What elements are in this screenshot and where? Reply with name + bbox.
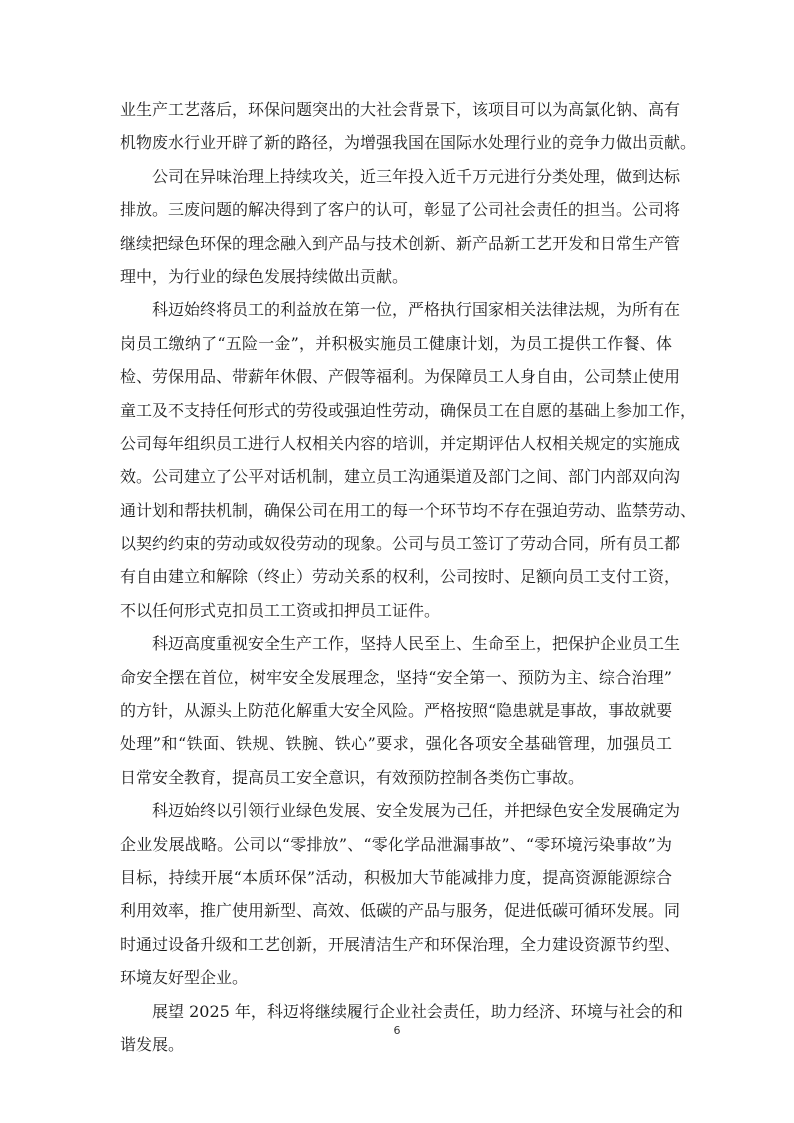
paragraph-line: 有自由建立和解除（终止）劳动关系的权利，公司按时、足额向员工支付工资，	[120, 567, 681, 587]
page-number: 6	[393, 1024, 401, 1037]
paragraph-line: 公司每年组织员工进行人权相关内容的培训，并定期评估人权相关规定的实施成	[120, 433, 681, 453]
paragraph-line: 的方针，从源头上防范化解重大安全风险。严格按照“隐患就是事故，事故就要	[120, 701, 673, 721]
paragraph-line: 利用效率，推广使用新型、高效、低碳的产品与服务，促进低碳可循环发展。同	[120, 901, 681, 921]
paragraph-line: 通计划和帮扶机制，确保公司在用工的每一个环节均不存在强迫劳动、监禁劳动、	[120, 500, 697, 520]
paragraph-line: 理中，为行业的绿色发展持续做出贡献。	[120, 266, 409, 286]
paragraph-line: 科迈始终以引领行业绿色发展、安全发展为己任，并把绿色安全发展确定为	[152, 801, 681, 821]
paragraph-line: 目标，持续开展“本质环保”活动，积极加大节能减排力度，提高资源能源综合	[120, 867, 672, 887]
paragraph-line: 以契约约束的劳动或奴役劳动的现象。公司与员工签订了劳动合同，所有员工都	[120, 534, 681, 554]
paragraph-line: 排放。三废问题的解决得到了客户的认可，彰显了公司社会责任的担当。公司将	[120, 200, 681, 220]
paragraph-line: 检、劳保用品、带薪年休假、产假等福利。为保障员工人身自由，公司禁止使用	[120, 367, 681, 387]
paragraph-line: 效。公司建立了公平对话机制，建立员工沟通渠道及部门之间、部门内部双向沟	[120, 467, 681, 487]
paragraph-line: 展望 2025 年，科迈将继续履行企业社会责任，助力经济、环境与社会的和	[152, 1001, 683, 1021]
paragraph-line: 继续把绿色环保的理念融入到产品与技术创新、新产品新工艺开发和日常生产管	[120, 233, 681, 253]
paragraph-line: 不以任何形式克扣员工工资或扣押员工证件。	[120, 600, 441, 620]
paragraph-line: 处理”和“铁面、铁规、铁腕、铁心”要求，强化各项安全基础管理，加强员工	[120, 734, 672, 754]
paragraph-line: 童工及不支持任何形式的劳役或强迫性劳动，确保员工在自愿的基础上参加工作，	[120, 400, 697, 420]
paragraph-line: 时通过设备升级和工艺创新，开展清洁生产和环保治理，全力建设资源节约型、	[120, 934, 681, 954]
paragraph-line: 机物废水行业开辟了新的路径，为增强我国在国际水处理行业的竞争力做出贡献。	[120, 133, 697, 153]
paragraph-line: 企业发展战略。公司以“零排放”、“零化学品泄漏事故”、“零环境污染事故”为	[120, 834, 672, 854]
paragraph-line: 岗员工缴纳了“五险一金”，并积极实施员工健康计划，为员工提供工作餐、体	[120, 333, 672, 353]
paragraph-line: 科迈高度重视安全生产工作，坚持人民至上、生命至上，把保护企业员工生	[152, 634, 681, 654]
paragraph-line: 业生产工艺落后，环保问题突出的大社会背景下，该项目可以为高氯化钠、高有	[120, 100, 681, 119]
paragraph-line: 公司在异味治理上持续攻关，近三年投入近千万元进行分类处理，做到达标	[152, 166, 681, 186]
paragraph-line: 环境友好型企业。	[120, 968, 249, 988]
paragraph-line: 谐发展。	[120, 1034, 185, 1054]
paragraph-line: 命安全摆在首位，树牢安全发展理念，坚持“安全第一、预防为主、综合治理”	[120, 667, 672, 687]
paragraph-line: 日常安全教育，提高员工安全意识，有效预防控制各类伤亡事故。	[120, 767, 585, 787]
paragraph-line: 科迈始终将员工的利益放在第一位，严格执行国家相关法律法规，为所有在	[152, 300, 681, 320]
body-text	[120, 93, 697, 1061]
